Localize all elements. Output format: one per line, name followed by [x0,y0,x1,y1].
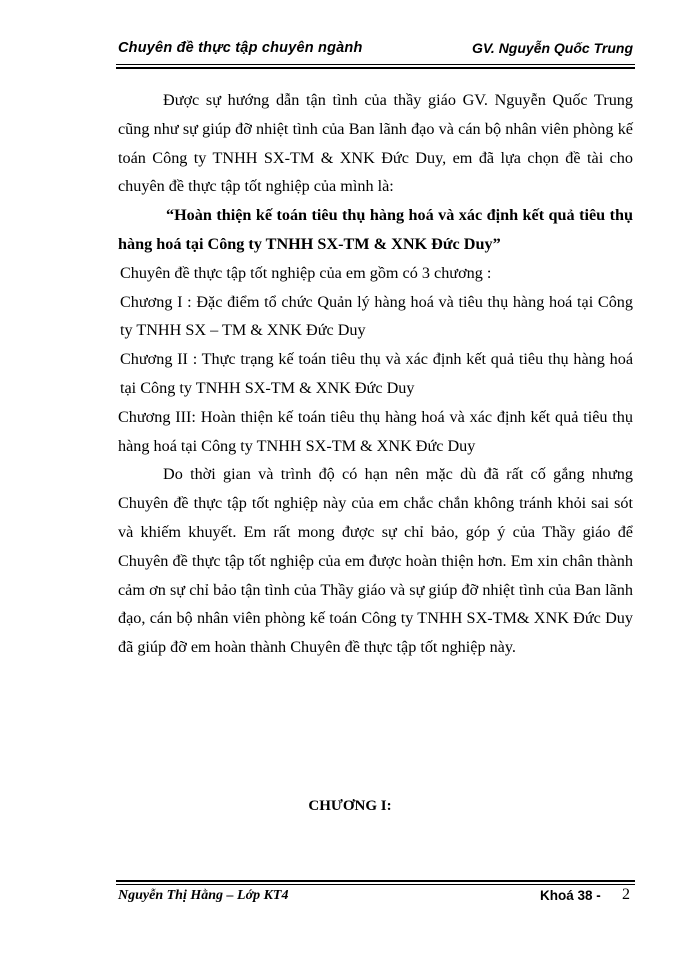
closing-paragraph: Do thời gian và trình độ có hạn nên mặc dù đã rất cố gắng nhưng Chuyên đề thực tập tốt nghiệp này của em chắc chắn không tránh khỏi sai sót và khiếm khuyết. Em rất mong được sự chỉ bảo, góp ý của Thầy giáo để Chuyên đề thực tập tốt nghiệp của em được hoàn thiện hơn. Em xin chân thành cảm ơn sự chỉ bảo tận tình của Thầy giáo và sự giúp đỡ nhiệt tình của Ban lãnh đạo, cán bộ nhân viên phòng kế toán Công ty TNHH SX-TM& XNK Đức Duy đã giúp đỡ em hoàn thành Chuyên đề thực tập tốt nghiệp này. [118,465,633,657]
body-text [118,86,633,662]
intro-paragraph: Được sự hướng dẫn tận tình của thầy giáo GV. Nguyễn Quốc Trung cũng như sự giúp đỡ nhiệt tình của Ban lãnh đạo và cán bộ nhân viên phòng kế toán Công ty TNHH SX-TM & XNK Đức Duy, em đã lựa chọn đề tài cho chuyên đề thực tập tốt nghiệp của mình là: [118,91,633,196]
header-rule-thin [116,64,635,65]
footer-course: Khoá 38 - [540,888,601,903]
header-rule-thick [116,67,635,69]
chapter-2-summary: Chương II : Thực trạng kế toán tiêu thụ và xác định kết quả tiêu thụ hàng hoá tại Công ty TNHH SX-TM & XNK Đức Duy [120,350,633,397]
chapter-1-summary: Chương I : Đặc điểm tổ chức Quản lý hàng hoá và tiêu thụ hàng hoá tại Công ty TNHH SX – TM & XNK Đức Duy [120,292,633,340]
footer-rule-thin [116,884,635,885]
chapter-intro: Chuyên đề thực tập tốt nghiệp của em gồm có 3 chương : [120,263,492,282]
chapter-heading: CHƯƠNG I: [308,798,392,814]
footer-rule-thick [116,880,635,882]
page-number: 2 [622,886,630,903]
header-title: Chuyên đề thực tập chuyên ngành [118,40,363,56]
chapter-3-summary: Chương III: Hoàn thiện kế toán tiêu thụ hàng hoá và xác định kết quả tiêu thụ hàng hoá tại Công ty TNHH SX-TM & XNK Đức Duy [118,407,633,455]
footer-author: Nguyễn Thị Hằng – Lớp KT4 [118,888,289,903]
thesis-title: “Hoàn thiện kế toán tiêu thụ hàng hoá và xác định kết quả tiêu thụ hàng hoá tại Công ty TNHH SX-TM & XNK Đức Duy” [118,206,633,253]
page-header [118,38,633,62]
header-instructor: GV. Nguyễn Quốc Trung [471,40,633,56]
